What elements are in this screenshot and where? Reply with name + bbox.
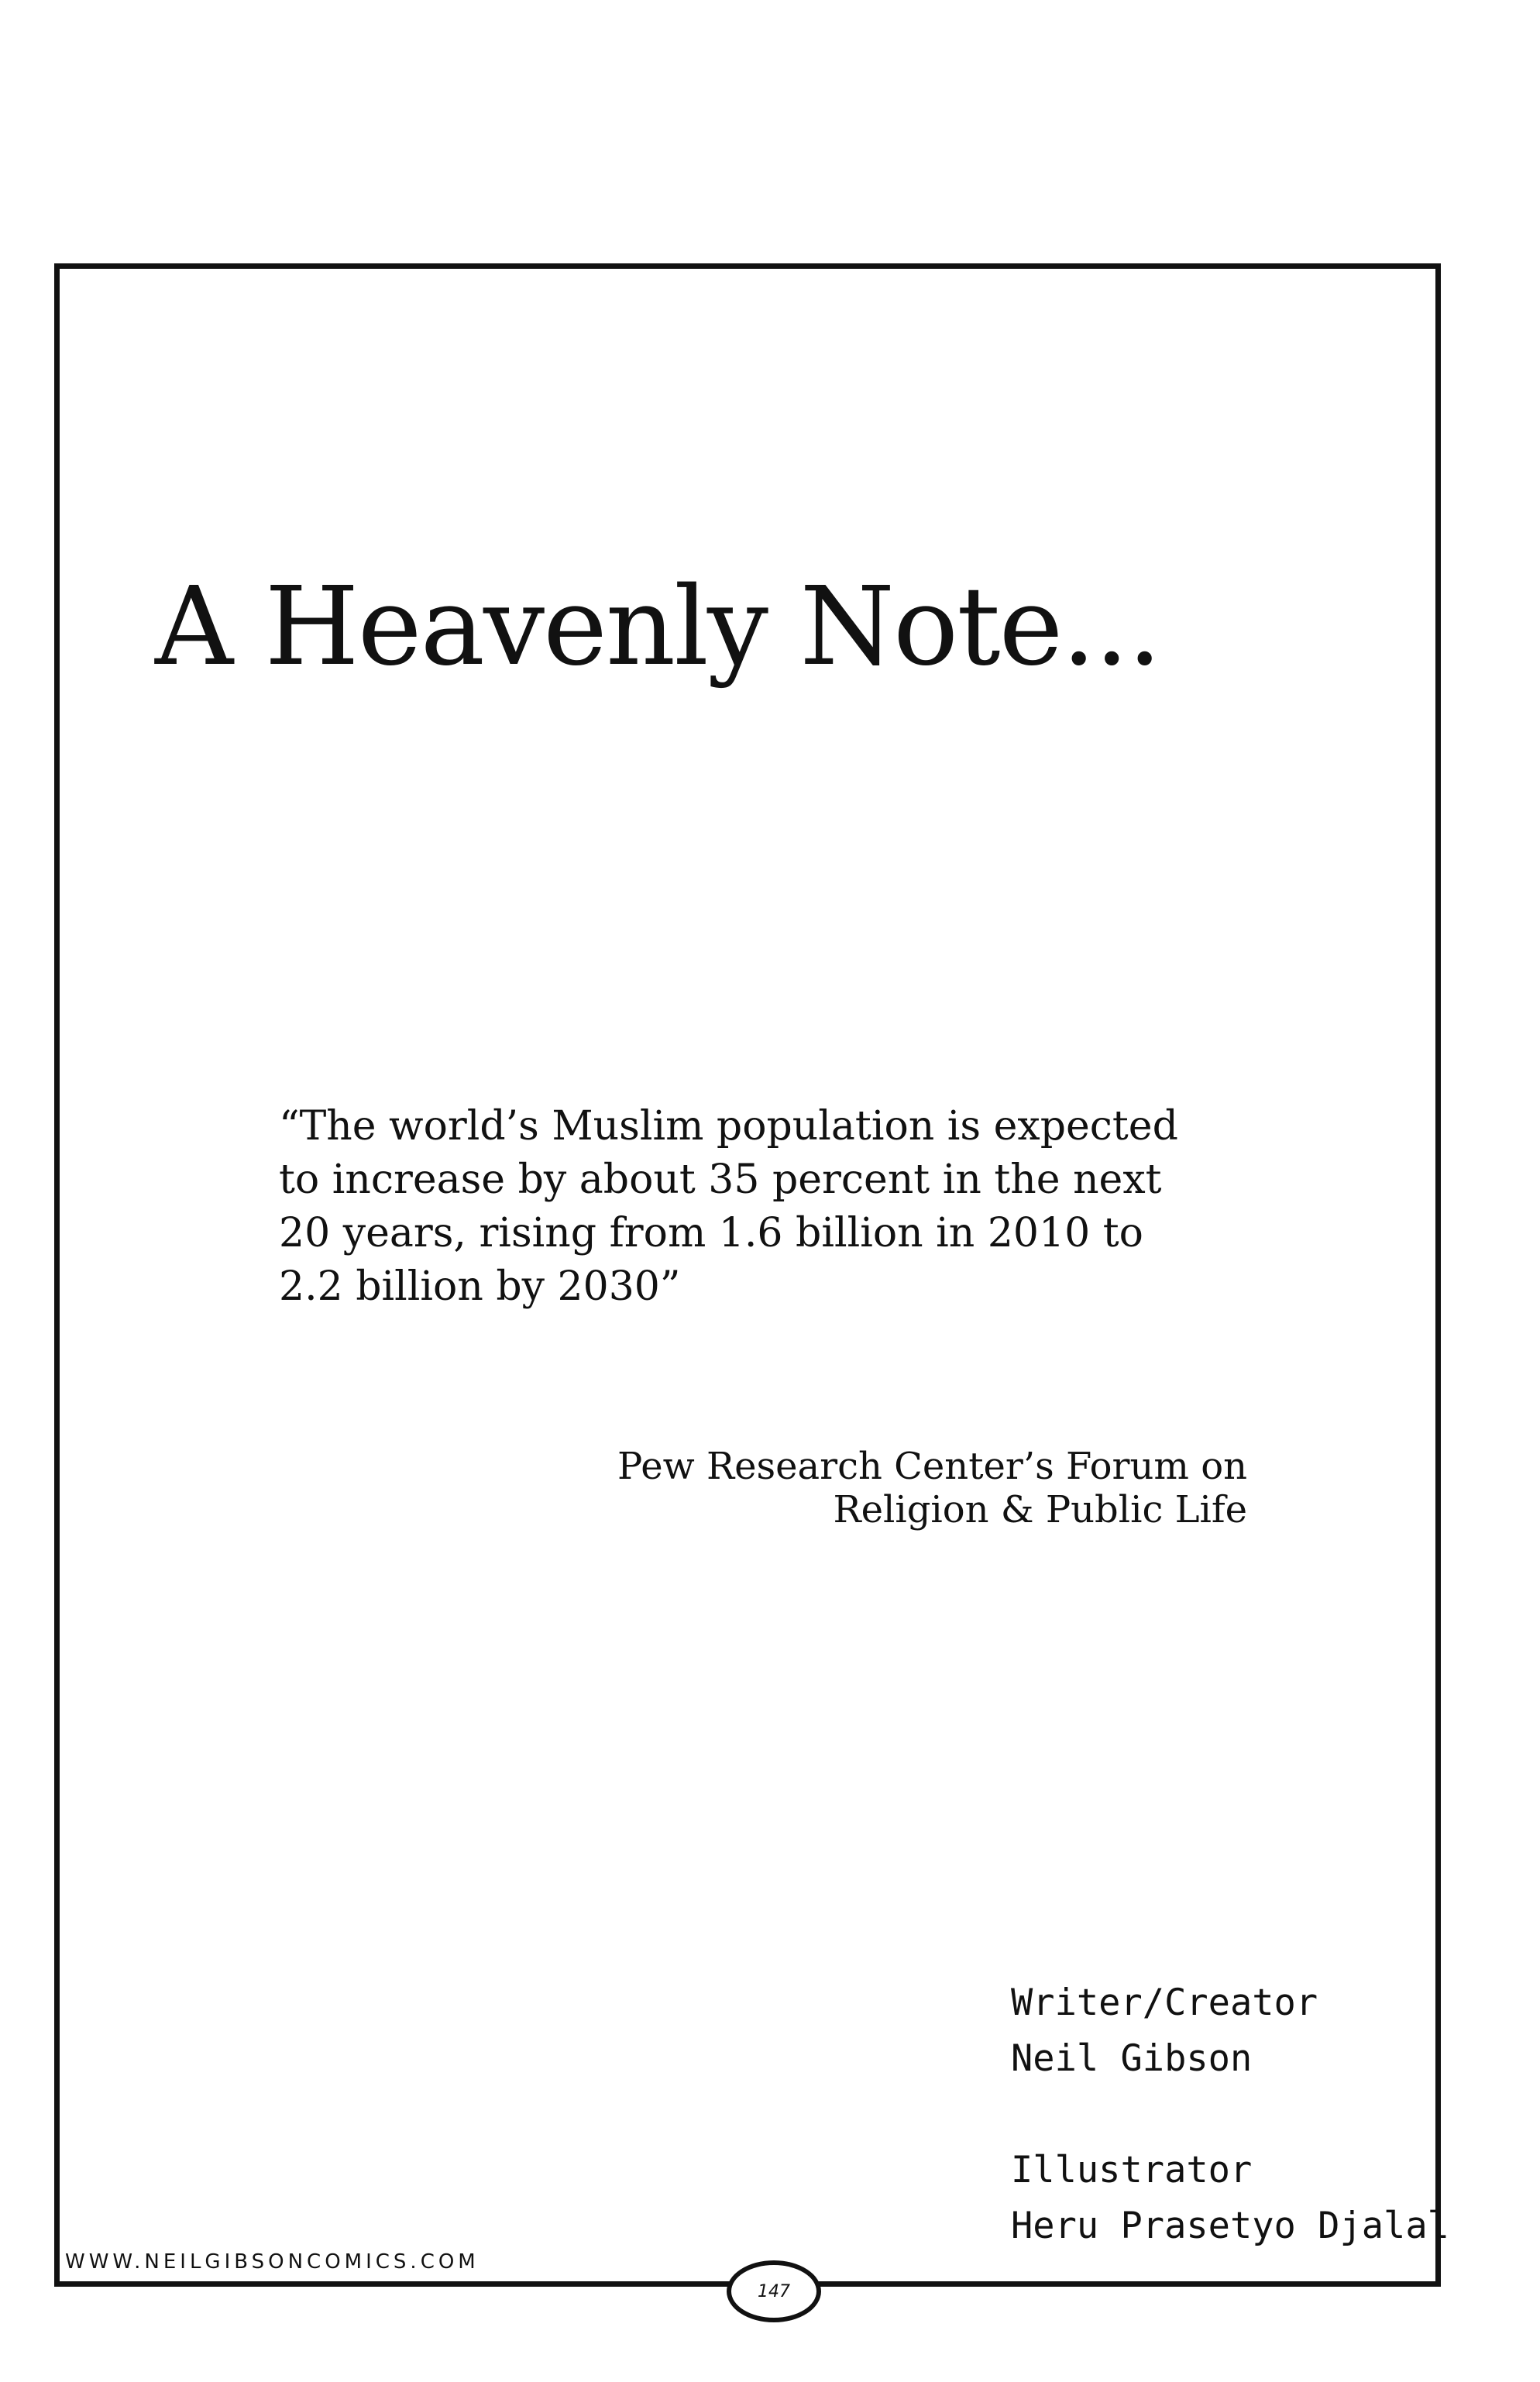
- illustrator-name: Heru Prasetyo Djalal: [1011, 2205, 1449, 2247]
- quote-line: 20 years, rising from 1.6 billion in 2010 to: [279, 1210, 1143, 1256]
- quote-line: to increase by about 35 percent in the next: [279, 1157, 1162, 1203]
- quote-line: 2.2 billion by 2030”: [279, 1263, 681, 1310]
- website-link[interactable]: WWW.NEILGIBSONCOMICS.COM: [65, 2250, 480, 2274]
- writer-role: Writer/Creator: [1011, 1982, 1318, 2024]
- illustrator-role: Illustrator: [1011, 2149, 1253, 2191]
- credits-block: [1011, 1975, 1449, 2254]
- source-line: Pew Research Center’s Forum on: [617, 1445, 1247, 1488]
- page-title: A Heavenly Note...: [155, 564, 1160, 690]
- quote-block: [279, 1100, 1286, 1314]
- quote-line: “The world’s Muslim population is expected: [279, 1103, 1178, 1150]
- source-line: Religion & Public Life: [833, 1488, 1247, 1531]
- quote-source: [465, 1445, 1247, 1531]
- page-number: 147: [758, 2281, 790, 2301]
- writer-name: Neil Gibson: [1011, 2037, 1253, 2080]
- credits-spacer: [1011, 2087, 1449, 2143]
- page-number-badge: [727, 2260, 821, 2322]
